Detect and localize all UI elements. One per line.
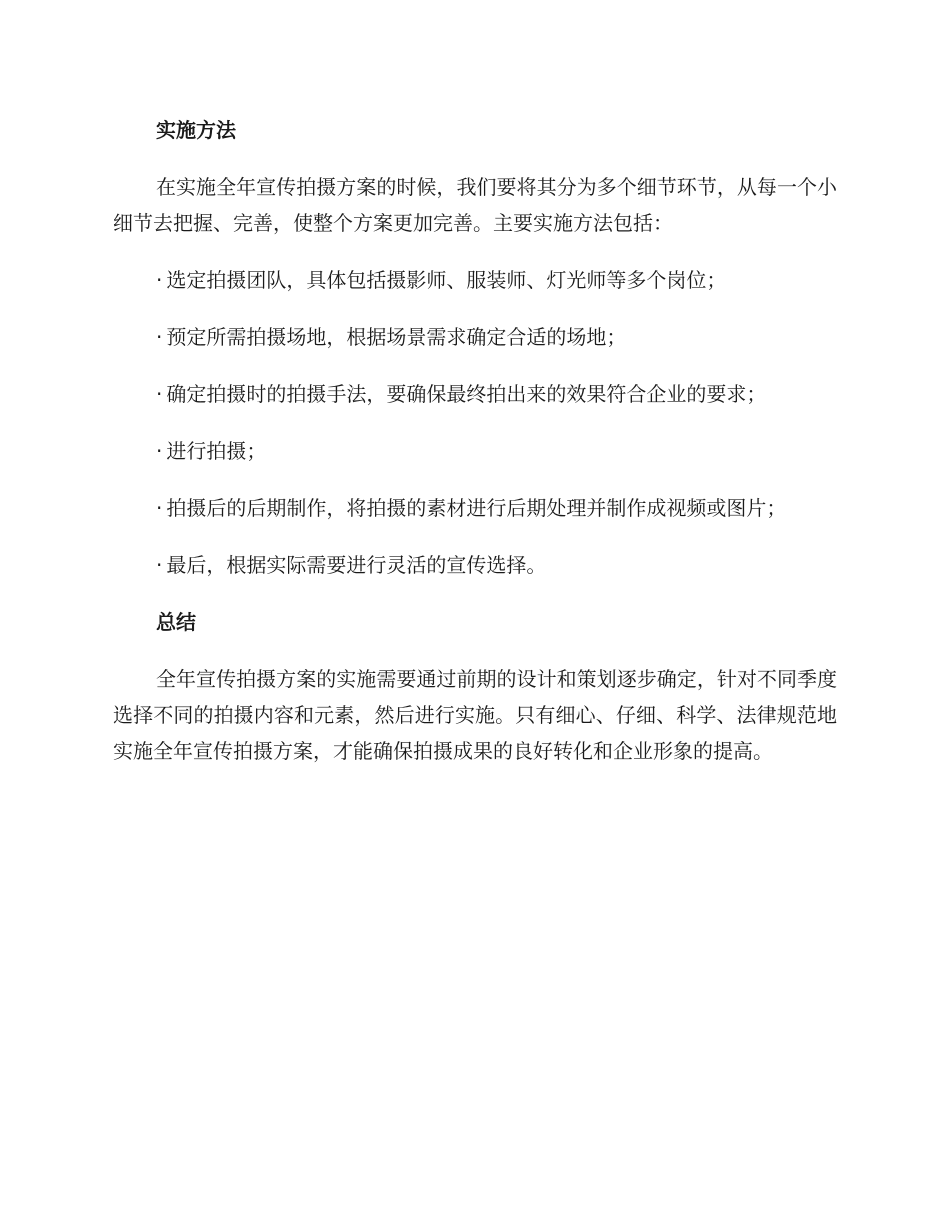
methods-intro-paragraph: 在实施全年宣传拍摄方案的时候，我们要将其分为多个细节环节，从每一个小细节去把握、完善，使整个方案更加完善。主要实施方法包括：	[113, 175, 837, 235]
list-item	[113, 433, 837, 469]
section-heading-summary: 总结	[156, 610, 196, 634]
list-item-text: 确定拍摄时的拍摄手法，要确保最终拍出来的效果符合企业的要求；	[166, 382, 767, 406]
bullet-icon: ·	[156, 439, 163, 463]
list-item	[113, 376, 837, 412]
bullet-icon: ·	[156, 496, 163, 520]
list-item-text: 预定所需拍摄场地，根据场景需求确定合适的场地；	[166, 325, 627, 349]
bullet-icon: ·	[156, 268, 163, 292]
list-item	[113, 547, 837, 583]
list-item-text: 进行拍摄；	[166, 439, 267, 463]
list-item	[113, 262, 837, 298]
list-item-text: 选定拍摄团队，具体包括摄影师、服装师、灯光师等多个岗位；	[166, 268, 727, 292]
bullet-icon: ·	[156, 382, 163, 406]
section-heading-methods: 实施方法	[156, 118, 236, 142]
bullet-icon: ·	[156, 325, 163, 349]
list-item	[113, 490, 837, 526]
list-item-text: 最后，根据实际需要进行灵活的宣传选择。	[166, 553, 547, 577]
summary-paragraph: 全年宣传拍摄方案的实施需要通过前期的设计和策划逐步确定，针对不同季度选择不同的拍摄内容和元素，然后进行实施。只有细心、仔细、科学、法律规范地实施全年宣传拍摄方案，才能确保拍摄成果的良好转化和企业形象的提高。	[113, 667, 837, 763]
list-item	[113, 319, 837, 355]
bullet-icon: ·	[156, 553, 163, 577]
document-page	[113, 112, 837, 790]
list-item-text: 拍摄后的后期制作，将拍摄的素材进行后期处理并制作成视频或图片；	[166, 496, 787, 520]
